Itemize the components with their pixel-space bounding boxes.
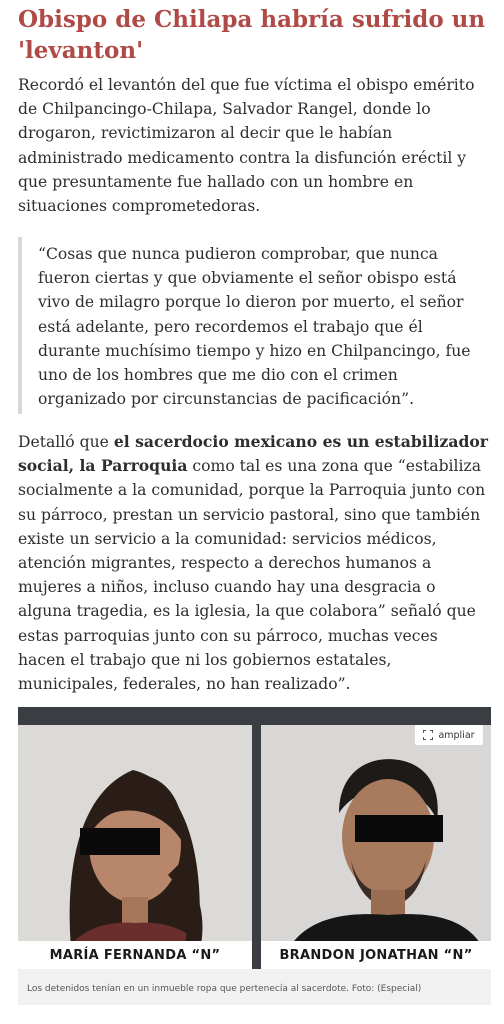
man-portrait [261, 725, 491, 969]
article-figure [18, 707, 491, 1005]
suspect-photo-right [261, 725, 491, 969]
suspect-name-left: MARÍA FERNANDA “N” [18, 941, 252, 969]
paragraph-lead: Detalló que [18, 433, 114, 451]
paragraph-rest: como tal es una zona que “estabiliza socialmente a la comunidad, porque la Parroquia junto con su párroco, prestan un servicio pastoral, sino que también existe un servicio a la comunidad: servicios médicos, atención migrantes, respecto a derechos humanos a mujeres a niños, incluso cuando hay una desgracia o alguna tragedia, es la iglesia, la que colabora” señaló que estas parroquias junto con su párroco, muchas veces hacen el trabajo que ni los gobiernos estatales, municipales, federales, no han realizado”. [18, 457, 486, 694]
expand-icon [423, 730, 433, 740]
quote-text: “Cosas que nunca pudieron comprobar, que nunca fueron ciertas y que obviamente el señor obispo está vivo de milagro porque lo dieron por muerto, el señor está adelante, pero recordemos el trabajo que él durante muchísimo tiempo y hizo en Chilpancingo, fue uno de los hombres que me dio con el crimen organizado por circunstancias de pacificación”. [38, 245, 471, 409]
face-censor-bar [80, 828, 160, 855]
article-heading: Obispo de Chilapa habría sufrido un 'levanton' [18, 6, 486, 64]
article-paragraph [18, 430, 490, 696]
face-censor-bar [355, 815, 443, 842]
paragraph-bold: el sacerdocio mexicano es un estabilizador social, la Parroquia [18, 432, 488, 476]
figure-caption: Los detenidos tenían en un inmueble ropa que pertenecía al sacerdote. Foto: (Especial) [27, 984, 422, 994]
expand-image-button[interactable] [415, 725, 483, 745]
article-blockquote [18, 237, 492, 414]
expand-label: ampliar [438, 729, 475, 741]
article-photo[interactable] [18, 707, 491, 969]
suspect-photo-left [18, 725, 252, 969]
suspect-name-right: BRANDON JONATHAN “N” [261, 941, 491, 969]
article-paragraph: Recordó el levantón del que fue víctima el obispo emérito de Chilpancingo-Chilapa, Salvador Rangel, donde lo drogaron, revictimizaron al decir que le habían administrado medicamento contra la disfunción eréctil y que presuntamente fue hallado con un hombre en situaciones comprometedoras. [18, 76, 475, 216]
